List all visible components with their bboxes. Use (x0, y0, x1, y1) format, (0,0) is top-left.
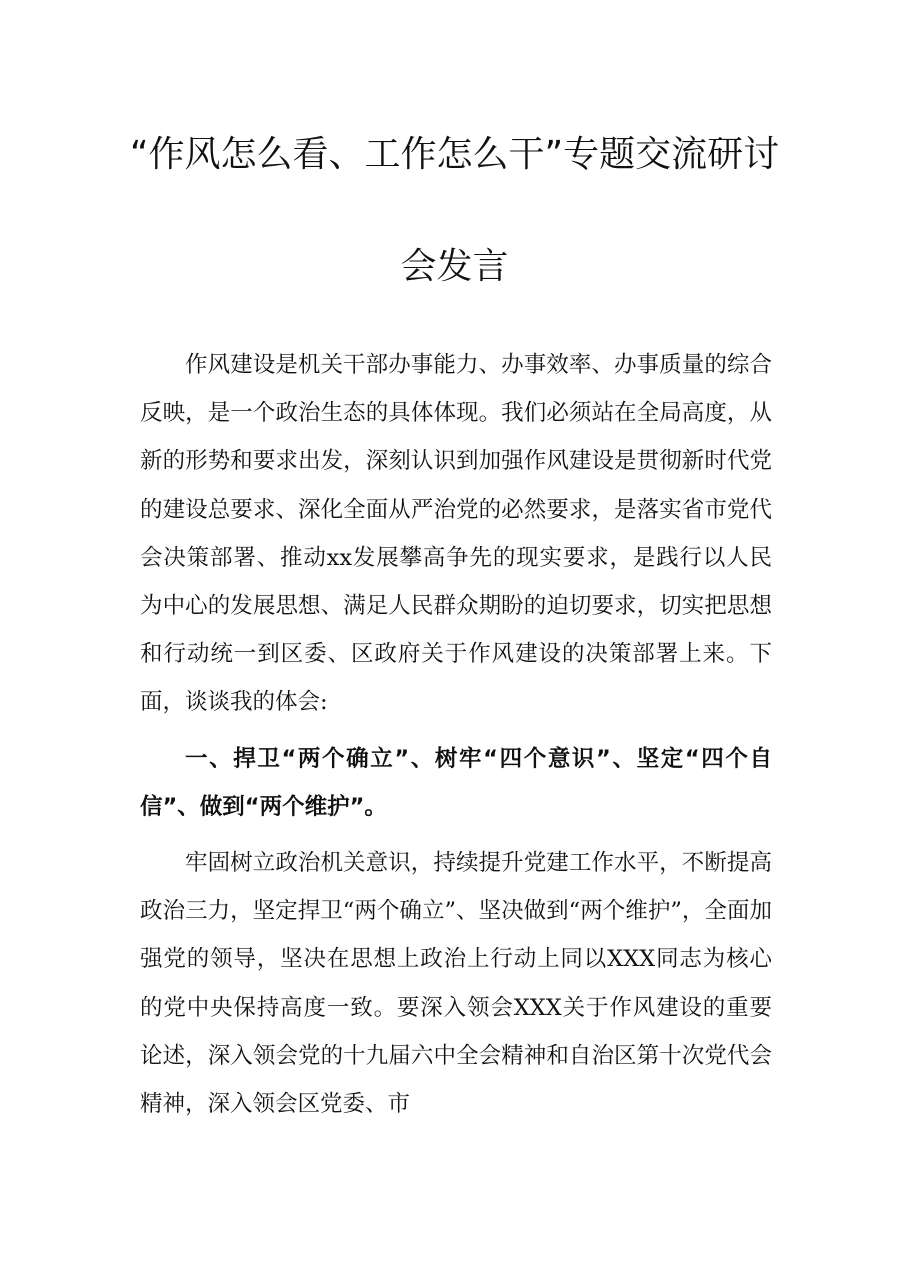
section-heading-1: 一、捍卫“两个确立”、树牢“四个意识”、坚定“四个自信”、做到“两个维护”。 (140, 745, 772, 820)
document-body (140, 341, 772, 1128)
section-1-paragraph: 牢固树立政治机关意识，持续提升党建工作水平，不断提高政治三力，坚定捍卫“两个确立”、坚决做到“两个维护”，全面加强党的领导，坚决在思想上政治上行动上同以XXX同志为核心的党中央保持高度一致。要深入领会XXX关于作风建设的重要论述，深入领会党的十九届六中全会精神和自治区第十次党代会精神，深入领会区党委、市 (140, 850, 772, 1118)
document-title-line-1: “作风怎么看、工作怎么干”专题交流研讨 (129, 134, 780, 175)
intro-paragraph: 作风建设是机关干部办事能力、办事效率、办事质量的综合反映，是一个政治生态的具体体现。我们必须站在全局高度，从新的形势和要求出发，深刻认识到加强作风建设是贯彻新时代党的建设总要求、深化全面从严治党的必然要求，是落实省市党代会决策部署、推动xx发展攀高争先的现实要求，是践行以人民为中心的发展思想、满足人民群众期盼的迫切要求，切实把思想和行动统一到区委、区政府关于作风建设的决策部署上来。下面，谈谈我的体会: (140, 352, 772, 716)
document-title-line-2: 会发言 (400, 246, 509, 287)
